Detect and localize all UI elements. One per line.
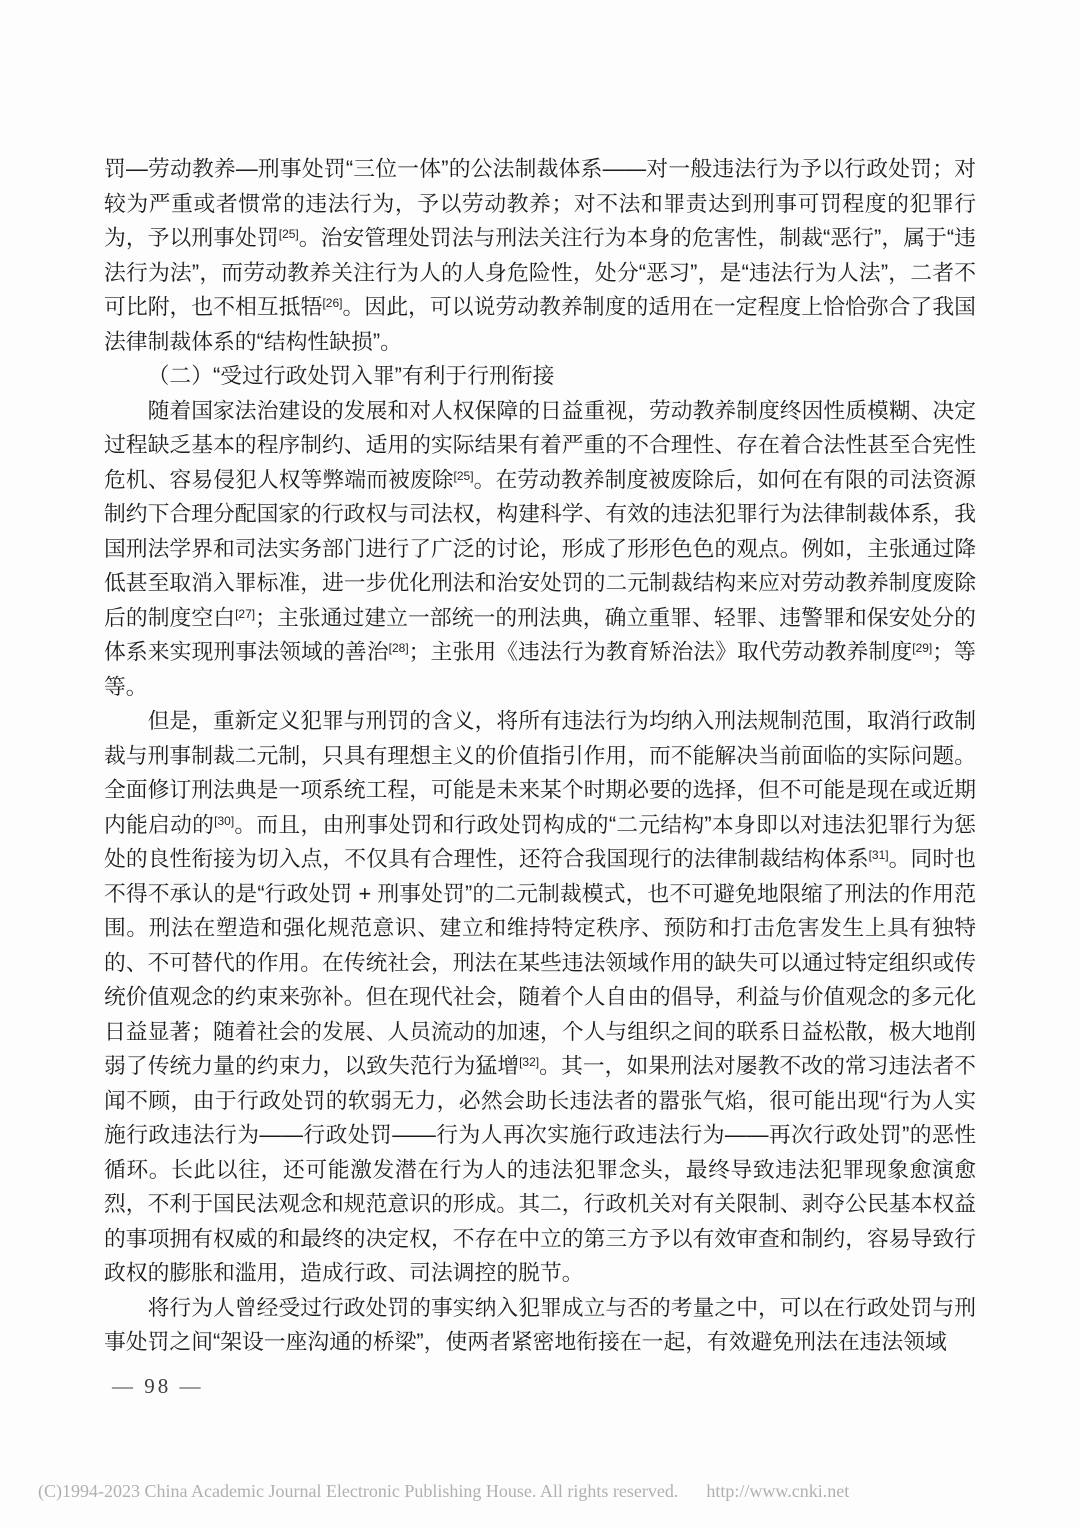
footnote-ref: [28] (388, 641, 409, 655)
text-run: 罚—劳动教养—刑事处罚“三位一体”的公法制裁体系——对一般违法行为予以行政处罚；对较为严重或者惯常的违法行为，予以劳动教养；对不法和罪责达到刑事可罚程度的犯罪行为，予以刑事处罚 (104, 156, 976, 250)
text-run: ；等等。 (104, 639, 976, 699)
page-number: — 98 — (112, 1374, 204, 1398)
footnote-ref: [32] (519, 1055, 540, 1069)
cnki-url: http://www.cnki.net (706, 1481, 850, 1501)
footnote-ref: [29] (912, 641, 933, 655)
text-run: 。其一，如果刑法对屡教不改的常习违法者不闻不顾，由于行政处罚的软弱无力，必然会助长违法者的嚣张气焰，很可能出现“行为人实施行政违法行为——行政处罚——行为人再次实施行政违法行为——再次行政处罚”的恶性循环。长此以往，还可能激发潜在行为人的违法犯罪念头，最终导致违法犯罪现象愈演愈烈，不利于国民法观念和规范意识的形成。其二，行政机关对有关限制、剥夺公民基本权益的事项拥有权威的和最终的决定权，不存在中立的第三方予以有效审查和制约，容易导致行政权的膨胀和滥用，造成行政、司法调控的脱节。 (104, 1053, 976, 1285)
footnote-ref: [31] (868, 848, 889, 862)
copyright-text: (C)1994-2023 China Academic Journal Electronic Publishing House. All rights reserved. (38, 1481, 679, 1501)
paragraph (104, 704, 976, 1291)
footnote-ref: [25] (278, 227, 299, 241)
footnote-ref: [30] (214, 813, 235, 828)
text-run: 。因此，可以说劳动教养制度的适用在一定程度上恰恰弥合了我国法律制裁体系的“结构性缺损”。 (104, 294, 976, 354)
paragraph (104, 394, 976, 705)
section-heading: （二）“受过行政处罚入罪”有利于行刑衔接 (147, 363, 555, 388)
text-run: 。治安管理处罚法与刑法关注行为本身的危害性，制裁“恶行”，属于“违法行为法”，而劳动教养关注行为人的人身危险性，处分“恶习”，是“违法行为人法”，二者不可比附，也不相互抵牾 (104, 225, 976, 319)
text-run: ；主张通过建立一部统一的刑法典，确立重罪、轻罪、违警罪和保安处分的体系来实现刑事法领域的善治 (104, 604, 976, 664)
paragraph-continuation (104, 152, 976, 359)
text-run: 随着国家法治建设的发展和对人权保障的日益重视，劳动教养制度终因性质模糊、决定过程缺乏基本的程序制约、适用的实际结果有着严重的不合理性、存在着合法性甚至合宪性危机、容易侵犯人权等弊端而被废除 (104, 397, 976, 492)
footnote-ref: [26] (322, 296, 343, 310)
text-run: 将行为人曾经受过行政处罚的事实纳入犯罪成立与否的考量之中，可以在行政处罚与刑事处罚之间“架设一座沟通的桥梁”，使两者紧密地衔接在一起，有效避免刑法在违法领域 (104, 1294, 976, 1354)
text-run: 。同时也不得不承认的是“行政处罚 + 刑事处罚”的二元制裁模式，也不可避免地限缩了刑法的作用范围。刑法在塑造和强化规范意识、建立和维持特定秩序、预防和打击危害发生上具有独特的、不可替代的作用。在传统社会，刑法在某些违法领域作用的缺失可以通过特定组织或传统价值观念的约束来弥补。但在现代社会，随着个人自由的倡导，利益与价值观念的多元化日益显著；随着社会的发展、人员流动的加速，个人与组织之间的联系日益松散，极大地削弱了传统力量的约束力，以致失范行为猛增 (104, 846, 976, 1078)
text-run: 。而且，由刑事处罚和行政处罚构成的“二元结构”本身即以对违法犯罪行为惩处的良性衔接为切入点，不仅具有合理性，还符合我国现行的法律制裁结构体系 (104, 811, 976, 871)
text-run: 。在劳动教养制度被废除后，如何在有限的司法资源制约下合理分配国家的行政权与司法权，构建科学、有效的违法犯罪行为法律制裁体系，我国刑法学界和司法实务部门进行了广泛的讨论，形成了形形色色的观点。例如，主张通过降低甚至取消入罪标准，进一步优化刑法和治安处罚的二元制裁结构来应对劳动教养制度废除后的制度空白 (104, 466, 976, 630)
text-run: 但是，重新定义犯罪与刑罚的含义，将所有违法行为均纳入刑法规制范围，取消行政制裁与刑事制裁二元制，只具有理想主义的价值指引作用，而不能解决当前面临的实际问题。全面修订刑法典是一项系统工程，可能是未来某个时期必要的选择，但不可能是现在或近期内能启动的 (104, 708, 976, 837)
text-run: ；主张用《违法行为教育矫治法》取代劳动教养制度 (408, 639, 913, 664)
footnote-ref: [25] (453, 468, 474, 483)
copyright-footer (38, 1481, 1048, 1502)
footnote-ref: [27] (235, 606, 256, 621)
article-body (104, 152, 976, 1360)
paragraph (104, 1291, 976, 1360)
